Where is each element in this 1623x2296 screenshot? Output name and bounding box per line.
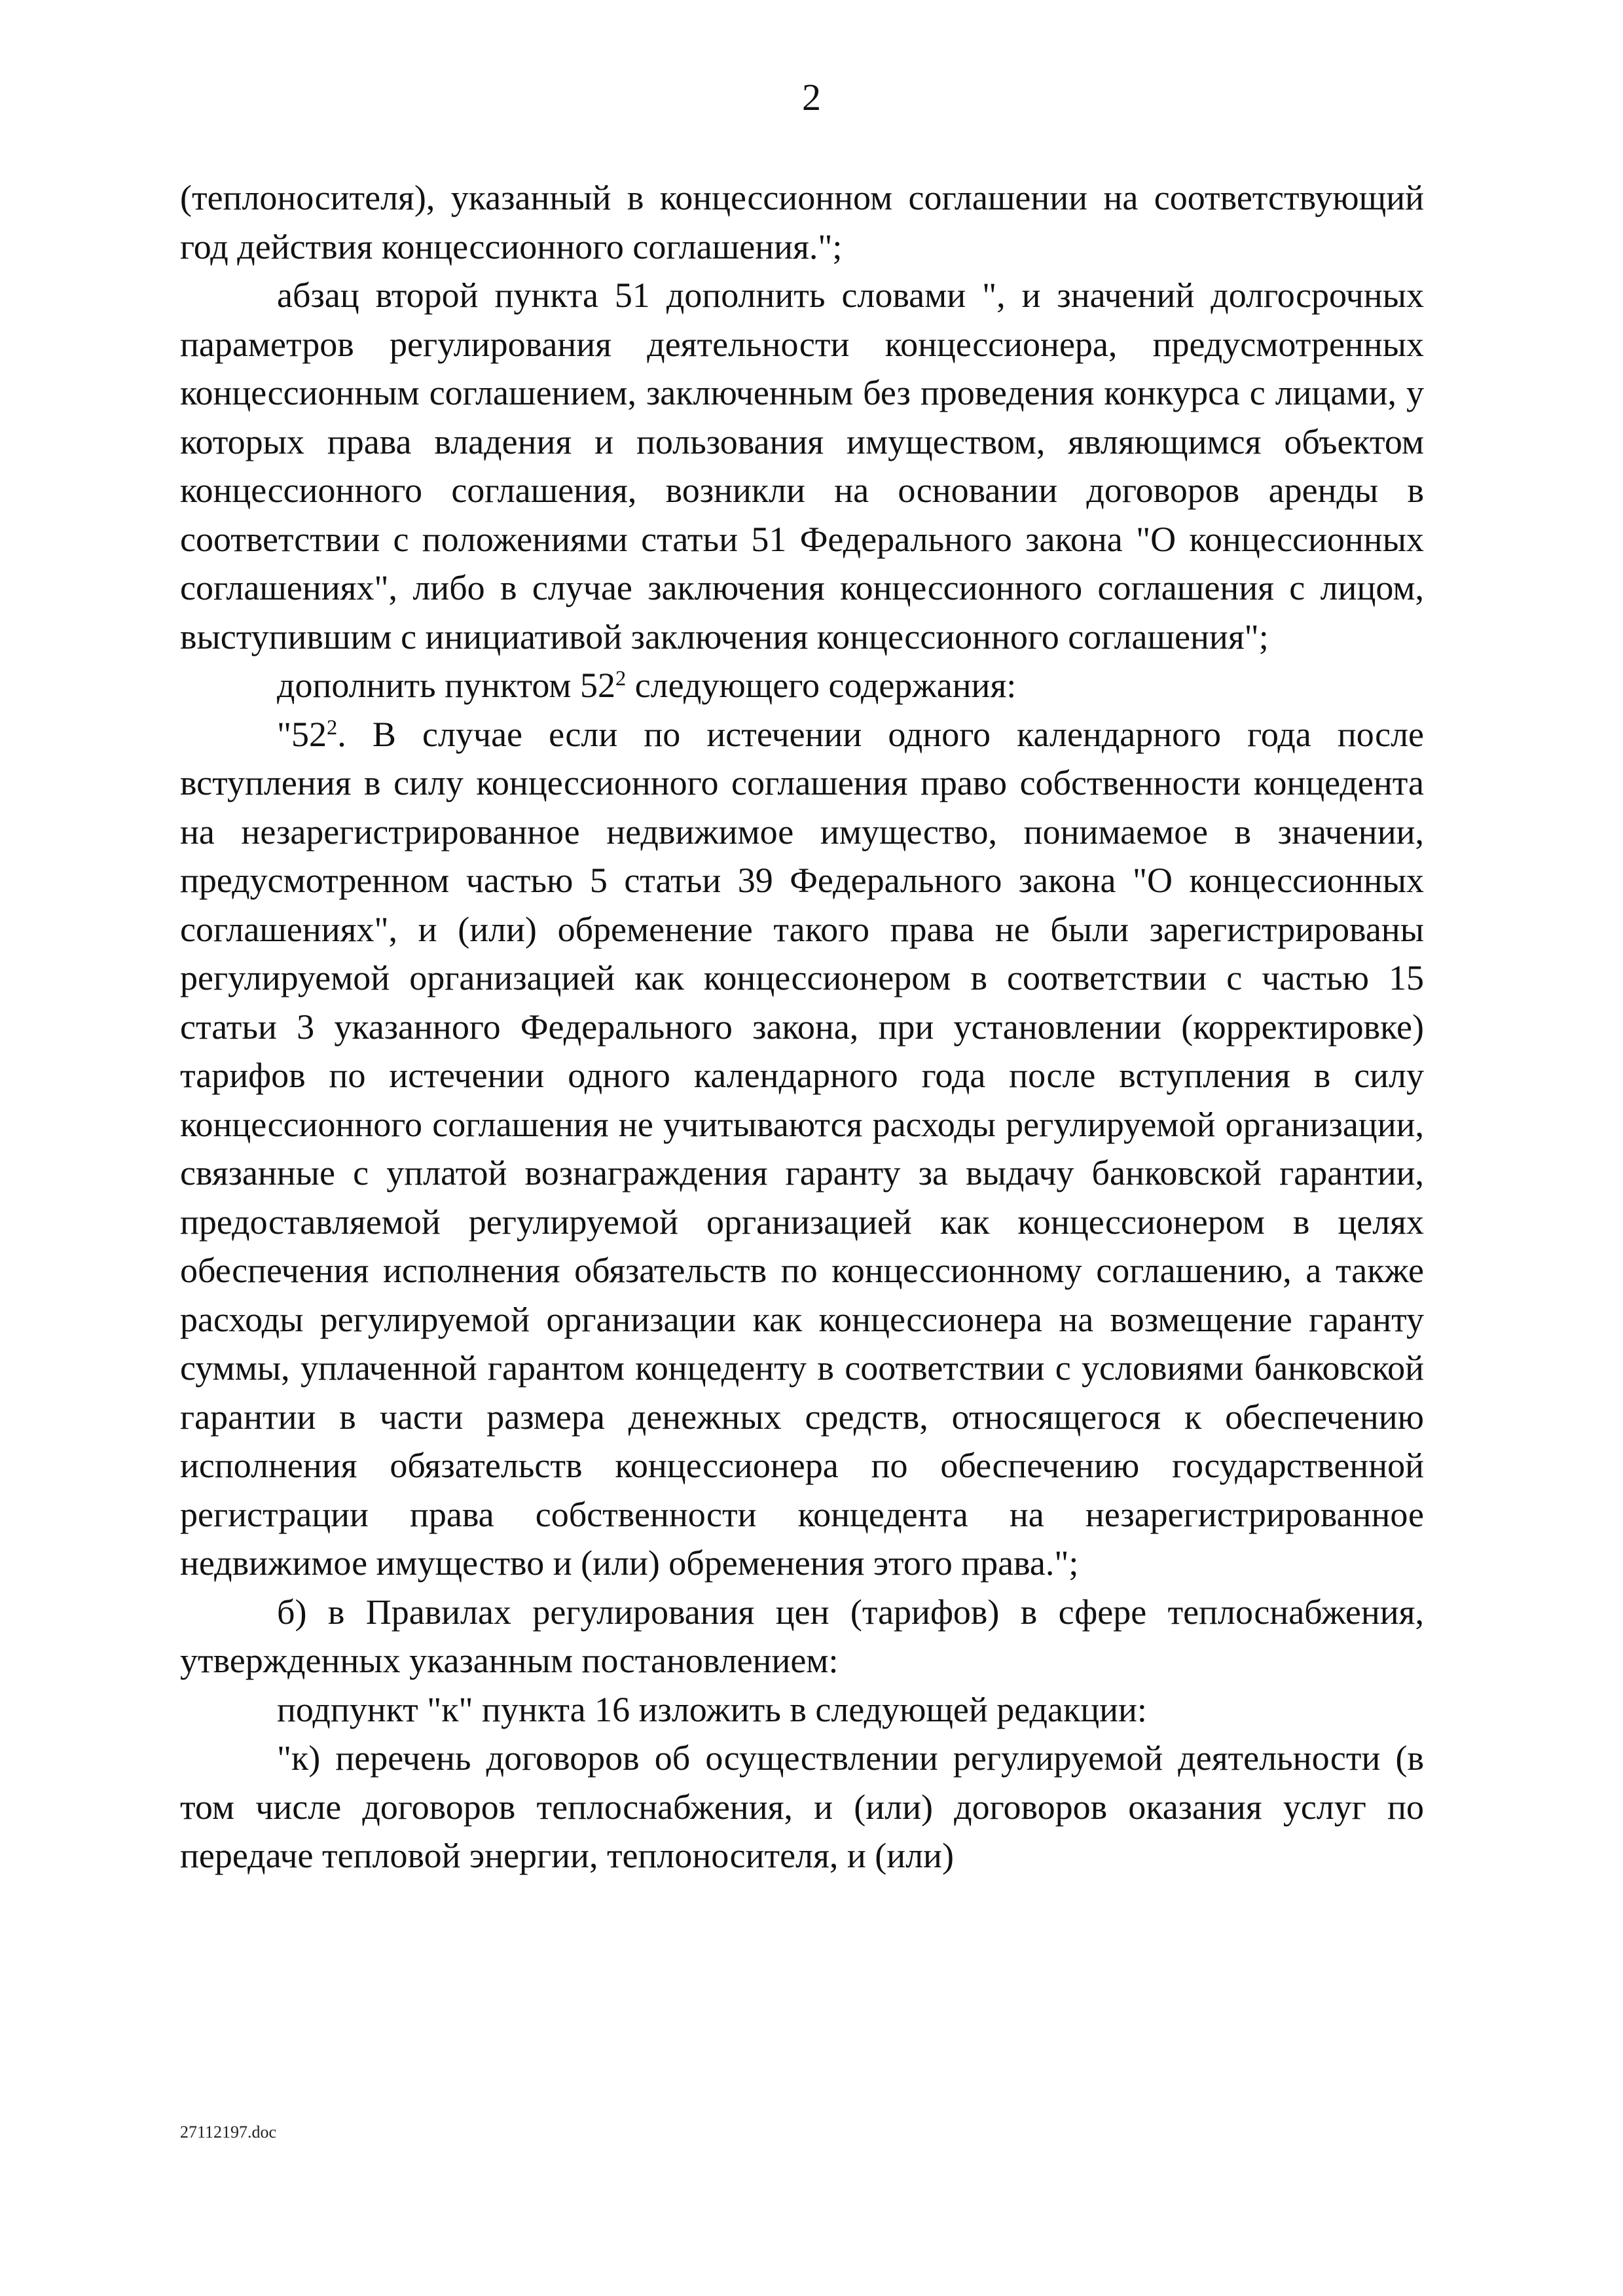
superscript: 2	[327, 715, 338, 740]
paragraph-continuation: (теплоносителя), указанный в концессионном соглашении на соответствующий год действия концессионного соглашения.";	[180, 178, 1424, 266]
paragraph-text: "52	[277, 714, 327, 754]
paragraph-text: дополнить пунктом 52	[277, 666, 615, 705]
page-number: 2	[802, 76, 821, 118]
paragraph-text: . В случае если по истечении одного календарного года после вступления в силу концессионного соглашения право собственности концедента на незарегистрированное недвижимое имущество, понимаемое в значении, предусмотренном частью 5 статьи 39 Федерального закона "О концессионных соглашениях", и (или) обременение такого права не были зарегистрированы регулируемой организацией как концессионером в соответствии с частью 15 статьи 3 указанного Федерального закона, при установлении (корректировке) тарифов по истечении одного календарного года после вступления в силу концессионного соглашения не учитываются расходы регулируемой организации, связанные с уплатой вознаграждения гаранту за выдачу банковской гарантии, предоставляемой регулируемой организацией как концессионером в целях обеспечения исполнения обязательств по концессионному соглашению, а также расходы регулируемой организации как концессионера на возмещение гаранту суммы, уплаченной гарантом концеденту в соответствии с условиями банковской гарантии в части размера денежных средств, относящегося к обеспечению исполнения обязательств концессионера по обеспечению государственной регистрации права собственности концедента на незарегистрированное недвижимое имущество и (или) обременения этого права.";	[180, 714, 1424, 1583]
paragraph-add-point-52-2	[180, 661, 1424, 710]
paragraph-point-52-2-text	[180, 710, 1424, 1588]
paragraph-amendment-51: абзац второй пункта 51 дополнить словами ", и значений долгосрочных параметров регулирования деятельности концессионера, предусмотренных концессионным соглашением, заключенным без проведения конкурса с лицами, у которых права владения и пользования имуществом, являющимся объектом концессионного соглашения, возникли на основании договоров аренды в соответствии с положениями статьи 51 Федерального закона "О концессионных соглашениях", либо в случае заключения концессионного соглашения с лицом, выступившим с инициативой заключения концессионного соглашения";	[180, 276, 1424, 656]
footer-filename: 27112197.doc	[180, 2123, 277, 2142]
paragraph-subpoint-k-text: "к) перечень договоров об осуществлении регулируемой деятельности (в том числе договоров теплоснабжения, и (или) договоров оказания услуг по передаче тепловой энергии, теплоносителя, и (или)	[180, 1738, 1424, 1875]
paragraph-rules-b: б) в Правилах регулирования цен (тарифов) в сфере теплоснабжения, утвержденных указанным постановлением:	[180, 1592, 1424, 1680]
paragraph-subpoint-k: подпункт "к" пункта 16 изложить в следующей редакции:	[277, 1689, 1147, 1729]
document-body	[180, 173, 1424, 1880]
superscript: 2	[615, 667, 627, 691]
paragraph-text: следующего содержания:	[626, 666, 1017, 705]
